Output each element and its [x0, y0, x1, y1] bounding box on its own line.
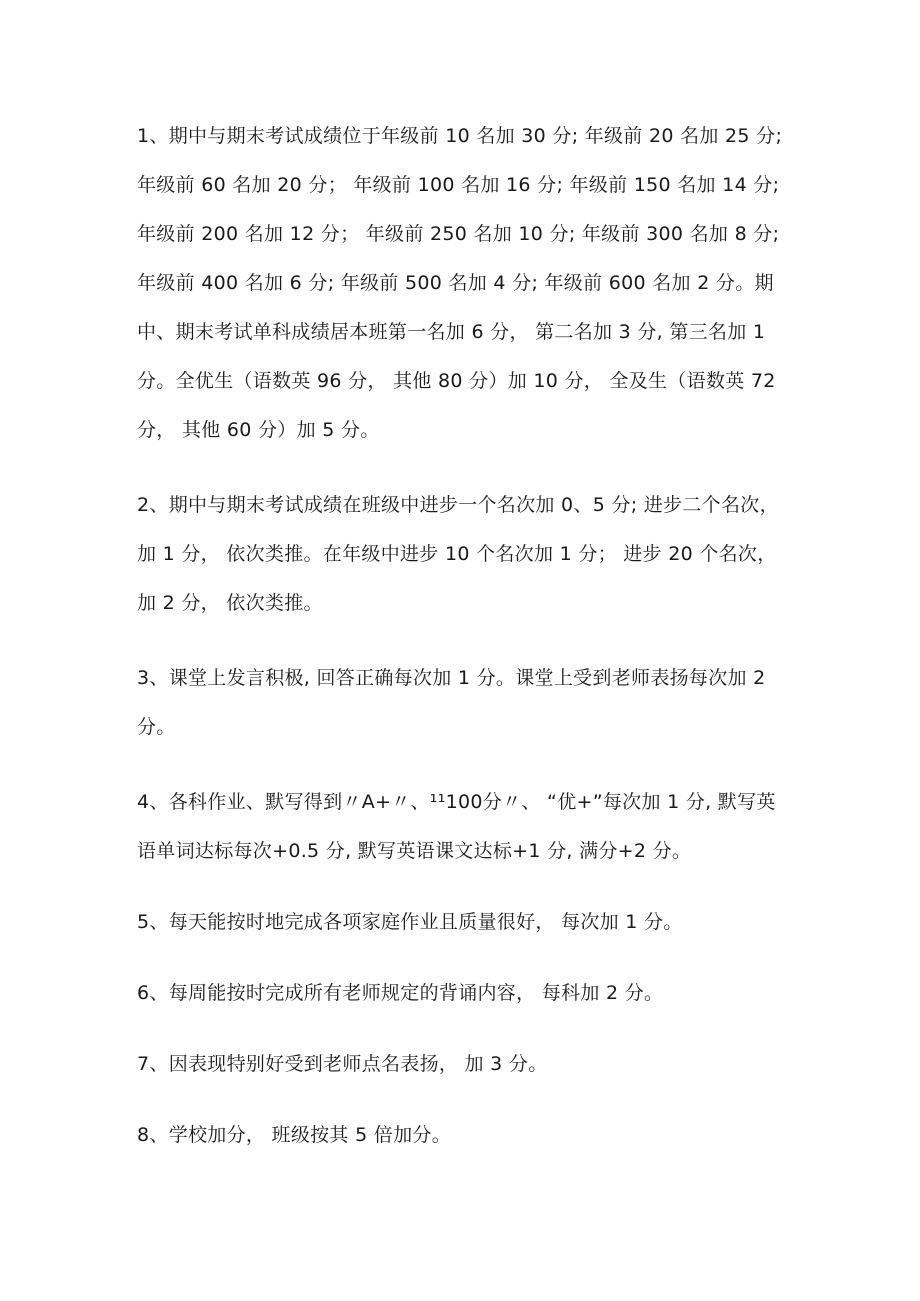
text-line: 8、学校加分， 班级按其 5 倍加分。: [137, 1124, 451, 1146]
text-line: 语单词达标每次+0.5 分, 默写英语课文达标+1 分, 满分+2 分。: [137, 840, 692, 862]
text-line: 3、课堂上发言积极, 回答正确每次加 1 分。课堂上受到老师表扬每次加 2: [137, 667, 766, 689]
text-line: 加 1 分， 依次类推。在年级中进步 10 个名次加 1 分； 进步 20 个名次，: [137, 543, 777, 565]
text-line: 4、各科作业、默写得到〃A+〃、¹¹100分〃、 “优+”每次加 1 分, 默写英: [137, 791, 776, 813]
text-line: 加 2 分， 依次类推。: [137, 592, 323, 614]
rule-item-8: [137, 1111, 797, 1160]
text-line: 5、每天能按时地完成各项家庭作业且质量很好， 每次加 1 分。: [137, 911, 683, 933]
rule-item-3: [137, 654, 797, 752]
rule-item-6: [137, 969, 797, 1018]
rule-item-2: [137, 481, 797, 628]
text-line: 年级前 400 名加 6 分; 年级前 500 名加 4 分; 年级前 600 名加 2 分。期: [137, 272, 774, 294]
rule-item-7: [137, 1040, 797, 1089]
text-line: 年级前 200 名加 12 分； 年级前 250 名加 10 分; 年级前 300 名加 8 分;: [137, 223, 780, 245]
text-line: 6、每周能按时完成所有老师规定的背诵内容， 每科加 2 分。: [137, 982, 664, 1004]
rule-item-5: [137, 898, 797, 947]
text-line: 2、期中与期末考试成绩在班级中进步一个名次加 0、5 分; 进步二个名次，: [137, 494, 779, 516]
rule-item-4: [137, 778, 797, 876]
rule-item-1: [137, 112, 797, 455]
document-page: [137, 112, 797, 1160]
text-line: 分。全优生（语数英 96 分， 其他 80 分）加 10 分， 全及生（语数英 72: [137, 370, 776, 392]
text-line: 分。: [137, 716, 176, 738]
text-line: 中、期末考试单科成绩居本班第一名加 6 分， 第二名加 3 分, 第三名加 1: [137, 321, 766, 343]
text-line: 1、期中与期末考试成绩位于年级前 10 名加 30 分; 年级前 20 名加 25 分;: [137, 125, 783, 147]
text-line: 分， 其他 60 分）加 5 分。: [137, 419, 380, 441]
text-line: 7、因表现特别好受到老师点名表扬， 加 3 分。: [137, 1053, 548, 1075]
text-line: 年级前 60 名加 20 分； 年级前 100 名加 16 分; 年级前 150 名加 14 分;: [137, 174, 780, 196]
